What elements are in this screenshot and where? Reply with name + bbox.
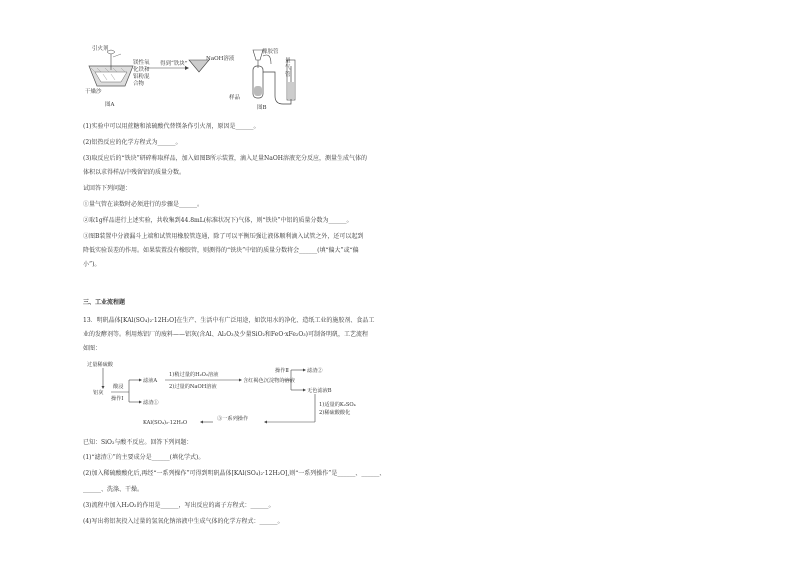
- figure-b-apparatus: [235, 46, 305, 116]
- flow-residue-1: 滤渣①: [143, 400, 159, 406]
- process-flow-diagram: [83, 358, 413, 438]
- flow-op1b: 操作Ⅰ: [111, 396, 124, 402]
- problem-13-line-3: 如图：: [83, 345, 102, 352]
- question-3-sub-3-line-3: 小”)。: [83, 261, 101, 268]
- flow-product: KAl(SO₄)₂·12H₂O: [143, 420, 188, 426]
- question-2: (2)铝热反应的化学方程式为______。: [83, 139, 182, 146]
- flow-residue-2: 滤渣②: [307, 368, 323, 374]
- flow-acidify: 2)稀硫酸酸化: [319, 410, 351, 416]
- flow-filtrate-a: 滤液A: [143, 378, 158, 384]
- question-3-sub-1: ①量气管在读数时必须进行的步骤是______。: [83, 201, 204, 208]
- flow-op1a: 酸浸: [113, 384, 124, 390]
- question-3-line-2: 体积以求得样品中残留铝的质量分数。: [83, 169, 186, 176]
- fig-a-mix-label-4: 合物: [133, 81, 145, 87]
- question-1: (1)实验中可以用蔗糖和浓硫酸代替镁条作引火剂，原因是______。: [83, 123, 260, 130]
- question-3-line-3: 试回答下列问题：: [83, 185, 132, 192]
- fig-b-naoh-label: NaOH溶液: [206, 56, 235, 62]
- question-3-line-1: (3)取反应后的“铁块”研碎称取样品，加入如图B所示装置，滴入足量NaOH溶液充分反应，测量生成气体的: [83, 155, 368, 162]
- fig-a-sand-label: 干燥沙: [85, 89, 102, 95]
- problem-13-line-2: 业的发酵剂等。利用炼铝厂的废料——铝灰(含Al、Al₂O₃及少量SiO₂和FeO·xFe₂O₃)可制备明矾，工艺流程: [83, 331, 368, 338]
- section-title: 三、工业流程题: [83, 299, 126, 306]
- flow-acid: 过量稀硫酸: [87, 362, 113, 368]
- q13-part-3: (3)流程中加入H₂O₂的作用是______，写出反应的离子方程式：______。: [83, 502, 275, 509]
- question-3-sub-3-line-2: 降低实验误差的作用。如果装置没有橡胶管，则测得的“铁块”中铝的质量分数将会______(填“偏大”或“偏: [83, 247, 359, 254]
- fig-a-mix-label-1: 镁性氧: [133, 60, 150, 66]
- fig-a-mix-label-3: 铝粉混: [133, 74, 150, 80]
- q13-part-2-line-1: (2)加入稀硫酸酸化后,再经“一系列操作”可得到明矾晶体[KAl(SO₄)₂·12H₂O],则“一系列操作”是______、______、: [83, 470, 386, 477]
- q13-part-1: (1)“滤渣①”的主要成分是______(填化学式)。: [83, 454, 205, 461]
- fig-b-caption: 图B: [257, 105, 267, 111]
- fig-b-gas-label-1: 量: [285, 58, 291, 64]
- flow-step-1: 1)稍过量的H₂O₂溶液: [169, 372, 219, 378]
- question-3-sub-3-line-1: ③图B装置中分液漏斗上端和试管用橡胶管连通，除了可以平衡压强让液体顺利滴入试管之外，还可以起到: [83, 233, 364, 240]
- fig-a-mix-label-2: 化铁和: [133, 67, 150, 73]
- flow-series: ③一系列操作: [217, 416, 249, 422]
- flow-ash: 铝灰: [93, 390, 104, 396]
- question-3-sub-2: ②取1g样品进行上述实验，共收集到44.8mL(标准状况下)气体，则“铁块”中铝的质量分数为______。: [83, 217, 353, 224]
- flow-clear-b: 无色滤液B: [307, 388, 332, 394]
- flow-step-2: 2)过量的NaOH溶液: [169, 384, 217, 390]
- flow-k2so4: 1)适量的K₂SO₄: [319, 402, 356, 408]
- fig-b-tube-label: 橡胶管: [262, 49, 279, 55]
- fig-b-gas-label-2: 气: [285, 65, 291, 71]
- flow-op2: 操作Ⅱ: [275, 368, 289, 374]
- q13-part-2-line-2: ______、洗涤、干燥。: [83, 486, 144, 493]
- flow-mid: 含红褐色沉淀物的溶液: [243, 378, 295, 384]
- fig-a-ignite-label: 引火剂: [92, 46, 109, 52]
- fig-b-gas-label-3: 管: [285, 72, 291, 78]
- fig-a-arrow-text: 得到“铁块”: [160, 61, 188, 67]
- q13-part-4: (4)写出将铝灰投入过量的氢氧化钠溶液中生成气体的化学方程式：______。: [83, 518, 284, 525]
- fig-a-caption: 图A: [105, 102, 115, 108]
- known-note: 已知：SiO₂与酸不反应。回答下列问题：: [83, 439, 193, 446]
- problem-13-line-1: 13．明矾晶体[KAl(SO₄)₂·12H₂O]在生产、生活中有广泛用途，如饮用水的净化、造纸工业的施胶剂、食品工: [83, 317, 375, 324]
- fig-b-sample-label: 样品: [229, 95, 241, 101]
